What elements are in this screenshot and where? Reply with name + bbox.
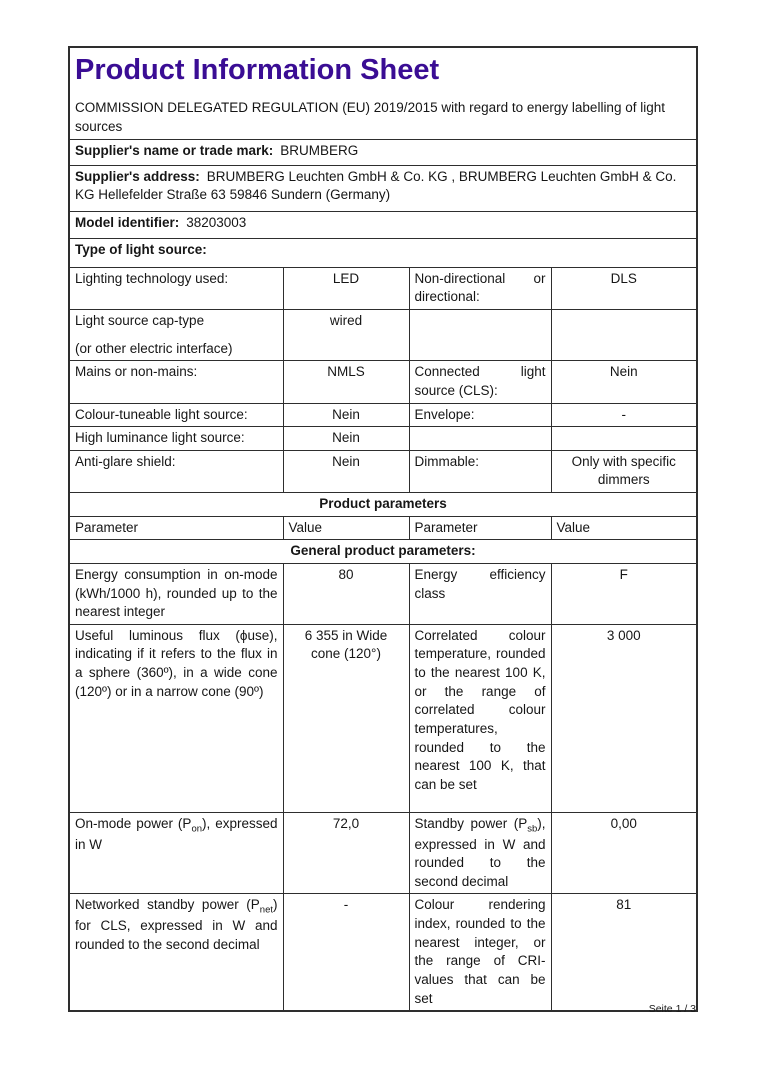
value-useful-luminous-flux: 6 355 in Wide cone (120°): [283, 624, 409, 812]
value-on-mode-power: 72,0: [283, 812, 409, 894]
value-lighting-technology: LED: [283, 267, 409, 309]
title-block: [69, 47, 697, 139]
param-directional: Non-directional or directional:: [409, 267, 551, 309]
column-header-parameter-1: Parameter: [69, 516, 283, 540]
value-anti-glare: Nein: [283, 450, 409, 492]
value-directional: DLS: [551, 267, 697, 309]
value-standby-power: 0,00: [551, 812, 697, 894]
value-empty-2: [551, 427, 697, 451]
param-dimmable: Dimmable:: [409, 450, 551, 492]
column-header-value-1: Value: [283, 516, 409, 540]
param-lighting-technology: Lighting technology used:: [69, 267, 283, 309]
product-parameters-header: Product parameters: [69, 493, 697, 517]
value-colour-tuneable: Nein: [283, 403, 409, 427]
param-standby-power: [409, 812, 551, 894]
param-anti-glare: Anti-glare shield:: [69, 450, 283, 492]
general-product-parameters-header: General product parameters:: [69, 540, 697, 564]
param-useful-luminous-flux: Useful luminous flux (ϕuse), indicating if it refers to the flux in a sphere (360º), in a wide cone (120º) or in a narrow cone (90º): [69, 624, 283, 812]
cap-type-line2: (or other electric interface): [75, 340, 233, 356]
value-energy-consumption: 80: [283, 563, 409, 624]
value-envelope: -: [551, 403, 697, 427]
value-cap-type: wired: [283, 310, 409, 361]
column-header-value-2: Value: [551, 516, 697, 540]
column-header-parameter-2: Parameter: [409, 516, 551, 540]
value-energy-efficiency-class: F: [551, 563, 697, 624]
param-energy-consumption: Energy consumption in on-mode (kWh/1000 h), rounded up to the nearest integer: [69, 563, 283, 624]
standby-power-subscript: sb: [527, 823, 538, 835]
model-identifier-row: [69, 211, 697, 238]
supplier-address-label: Supplier's address:: [75, 168, 200, 184]
value-connected-light-source: Nein: [551, 361, 697, 403]
cap-type-line1: Light source cap-type: [75, 313, 205, 329]
param-correlated-colour-temperature: Correlated colour temperature, rounded to the nearest 100 K, or the range of correlated colour temperatures, rounded to the nearest 100 K, that can be set: [409, 624, 551, 812]
value-empty-1: [551, 310, 697, 361]
model-identifier-label: Model identifier:: [75, 214, 180, 230]
supplier-name-value: BRUMBERG: [280, 142, 359, 158]
value-mains: NMLS: [283, 361, 409, 403]
networked-standby-text-end: ) for CLS, expressed in W and rounded to the second decimal: [75, 897, 278, 952]
product-information-sheet: [68, 46, 696, 1012]
on-mode-power-text-end: ), expressed in W: [75, 815, 278, 852]
param-mains: Mains or non-mains:: [69, 361, 283, 403]
param-empty-1: [409, 310, 551, 361]
supplier-address-value: BRUMBERG Leuchten GmbH & Co. KG , BRUMBERG Leuchten GmbH & Co. KG Hellefelder Straße 63 59846 Sundern (Germany): [75, 168, 677, 203]
networked-standby-text: Networked standby power (P: [75, 897, 260, 913]
value-colour-rendering-index: 81: [551, 894, 697, 1011]
standby-power-text: Standby power (P: [414, 815, 528, 831]
param-connected-light-source: Connected light source (CLS):: [409, 361, 551, 403]
value-high-luminance: Nein: [283, 427, 409, 451]
networked-standby-subscript: net: [259, 905, 273, 917]
value-dimmable: Only with specific dimmers: [551, 450, 697, 492]
model-identifier-value: 38203003: [186, 214, 247, 230]
supplier-address-row: [69, 165, 697, 211]
param-empty-2: [409, 427, 551, 451]
regulation-text: COMMISSION DELEGATED REGULATION (EU) 2019/2015 with regard to energy labelling of light sources: [75, 100, 665, 134]
page-title: Product Information Sheet: [75, 54, 440, 86]
param-on-mode-power: [69, 812, 283, 894]
param-networked-standby-power: [69, 894, 283, 1011]
page-number-footer: Seite 1 / 3: [648, 1003, 696, 1015]
param-colour-rendering-index: Colour rendering index, rounded to the nearest integer, or the range of CRI-values that can be set: [409, 894, 551, 1011]
param-cap-type: [69, 310, 283, 361]
on-mode-power-text: On-mode power (P: [75, 815, 192, 831]
value-correlated-colour-temperature: 3 000: [551, 624, 697, 812]
param-energy-efficiency-class: Energy efficiency class: [409, 563, 551, 624]
param-envelope: Envelope:: [409, 403, 551, 427]
supplier-name-row: [69, 139, 697, 165]
param-high-luminance: High luminance light source:: [69, 427, 283, 451]
param-colour-tuneable: Colour-tuneable light source:: [69, 403, 283, 427]
value-networked-standby-power: -: [283, 894, 409, 1011]
on-mode-power-subscript: on: [191, 823, 203, 835]
type-of-light-source-header: Type of light source:: [69, 238, 697, 267]
product-info-table: [68, 46, 698, 1012]
supplier-name-label: Supplier's name or trade mark:: [75, 142, 274, 158]
standby-power-text-end: ), expressed in W and rounded to the second decimal: [414, 815, 546, 889]
